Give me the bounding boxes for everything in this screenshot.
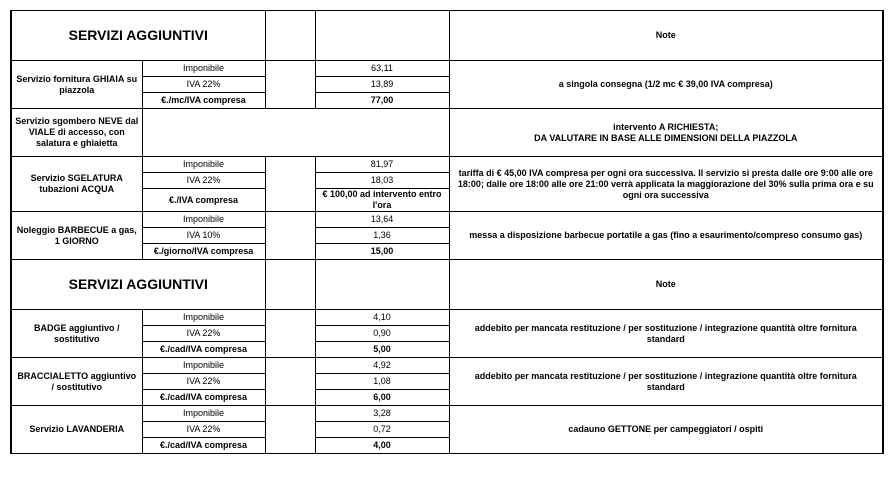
row-label: €./IVA compresa xyxy=(142,189,265,212)
row-value: 1,08 xyxy=(315,374,449,390)
empty-cell xyxy=(142,109,449,157)
note-line: intervento A RICHIESTA; xyxy=(613,121,719,132)
service-note: cadauno GETTONE per campeggiatori / ospiti xyxy=(449,406,883,454)
row-value: 4,92 xyxy=(315,358,449,374)
row-value: € 100,00 ad intervento entro l'ora xyxy=(315,189,449,212)
note-line: DA VALUTARE IN BASE ALLE DIMENSIONI DELLA PIAZZOLA xyxy=(534,132,798,143)
row-label: Imponibile xyxy=(142,406,265,422)
section-title: SERVIZI AGGIUNTIVI xyxy=(11,260,265,310)
service-name: Servizio LAVANDERIA xyxy=(11,406,142,454)
service-note: messa a disposizione barbecue portatile a gas (fino a esaurimento/compreso consumo gas) xyxy=(449,212,883,260)
row-label: IVA 10% xyxy=(142,228,265,244)
notes-header: Note xyxy=(449,260,883,310)
row-label: IVA 22% xyxy=(142,173,265,189)
row-label: Imponibile xyxy=(142,157,265,173)
row-value: 3,28 xyxy=(315,406,449,422)
service-note xyxy=(449,109,883,157)
service-note: addebito per mancata restituzione / per sostituzione / integrazione quantità oltre fornitura standard xyxy=(449,310,883,358)
row-label: €./cad/IVA compresa xyxy=(142,438,265,454)
empty-cell xyxy=(265,406,315,454)
row-value: 81,97 xyxy=(315,157,449,173)
row-value: 0,90 xyxy=(315,326,449,342)
row-label: Imponibile xyxy=(142,61,265,77)
row-value: 4,10 xyxy=(315,310,449,326)
service-name: BADGE aggiuntivo / sostitutivo xyxy=(11,310,142,358)
row-value: 0,72 xyxy=(315,422,449,438)
row-value: 77,00 xyxy=(315,93,449,109)
empty-cell xyxy=(265,157,315,212)
empty-cell xyxy=(265,260,315,310)
row-value: 63,11 xyxy=(315,61,449,77)
service-name: Servizio SGELATURA tubazioni ACQUA xyxy=(11,157,142,212)
row-label: Imponibile xyxy=(142,212,265,228)
row-value: 1,36 xyxy=(315,228,449,244)
service-name: Servizio sgombero NEVE dal VIALE di accesso, con salatura e ghiaietta xyxy=(11,109,142,157)
service-name: Noleggio BARBECUE a gas, 1 GIORNO xyxy=(11,212,142,260)
row-label: IVA 22% xyxy=(142,374,265,390)
row-label: Imponibile xyxy=(142,310,265,326)
row-value: 18,03 xyxy=(315,173,449,189)
service-note: tariffa di € 45,00 IVA compresa per ogni ora successiva. Il servizio si presta dalle ore 9:00 alle ore 18:00; dalle ore 18:00 alle ore 21:00 verrà applicata la maggiorazione del 30% sulla prima ora e su ogni ora successiva xyxy=(449,157,883,212)
empty-cell xyxy=(315,260,449,310)
service-name: BRACCIALETTO aggiuntivo / sostitutivo xyxy=(11,358,142,406)
row-value: 4,00 xyxy=(315,438,449,454)
row-value: 6,00 xyxy=(315,390,449,406)
empty-cell xyxy=(265,358,315,406)
row-label: €./giorno/IVA compresa xyxy=(142,244,265,260)
empty-cell xyxy=(265,212,315,260)
row-label: Imponibile xyxy=(142,358,265,374)
row-label: €./cad/IVA compresa xyxy=(142,342,265,358)
row-value: 5,00 xyxy=(315,342,449,358)
empty-cell xyxy=(265,61,315,109)
empty-cell xyxy=(315,11,449,61)
row-value: 15,00 xyxy=(315,244,449,260)
service-note: addebito per mancata restituzione / per sostituzione / integrazione quantità oltre fornitura standard xyxy=(449,358,883,406)
row-label: IVA 22% xyxy=(142,422,265,438)
service-name: Servizio fornitura GHIAIA su piazzola xyxy=(11,61,142,109)
notes-header: Note xyxy=(449,11,883,61)
row-label: €./mc/IVA compresa xyxy=(142,93,265,109)
row-label: IVA 22% xyxy=(142,77,265,93)
empty-cell xyxy=(265,11,315,61)
row-label: IVA 22% xyxy=(142,326,265,342)
row-value: 13,64 xyxy=(315,212,449,228)
row-value: 13,89 xyxy=(315,77,449,93)
section-title: SERVIZI AGGIUNTIVI xyxy=(11,11,265,61)
price-table xyxy=(10,10,884,454)
service-note: a singola consegna (1/2 mc € 39,00 IVA compresa) xyxy=(449,61,883,109)
row-label: €./cad/IVA compresa xyxy=(142,390,265,406)
empty-cell xyxy=(265,310,315,358)
